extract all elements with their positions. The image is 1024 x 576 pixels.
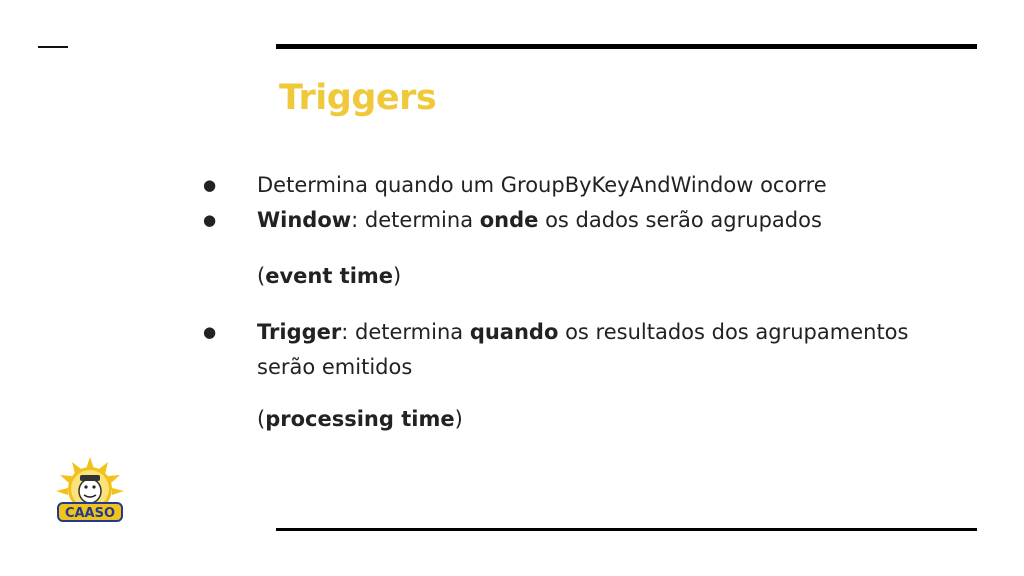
- bullet-emphasis: onde: [479, 208, 539, 232]
- bullet-icon: ●: [203, 323, 217, 341]
- bullet-text: : determina: [341, 320, 470, 344]
- bullet-text: os resultados dos agrupamentos serão emitidos: [257, 320, 909, 379]
- bullet-list: [203, 168, 963, 437]
- bullet-icon: ●: [203, 211, 217, 229]
- note-paren: (: [257, 407, 266, 431]
- bullet-emphasis: quando: [469, 320, 559, 344]
- note-paren: ): [393, 264, 402, 288]
- note-bold: processing time: [265, 407, 455, 431]
- top-rule: [276, 44, 977, 49]
- bullet-label-trigger: Trigger: [257, 320, 342, 344]
- bullet-text: os dados serão agrupados: [538, 208, 822, 232]
- bullet-item-3: [203, 315, 963, 385]
- bullet-text: Determina quando um GroupByKeyAndWindow ocorre: [257, 173, 827, 197]
- note-bold: event time: [265, 264, 394, 288]
- note-paren: (: [257, 264, 266, 288]
- bottom-rule: [276, 528, 977, 531]
- note-paren: ): [454, 407, 463, 431]
- caaso-logo: [54, 455, 126, 527]
- bullet-text: : determina: [351, 208, 480, 232]
- logo-text: CAASO: [64, 506, 116, 521]
- bullet-item-2: [203, 203, 963, 238]
- bullet-item-1: [203, 168, 963, 203]
- bullet-note-processing-time: [203, 402, 963, 437]
- logo-icon: [54, 455, 126, 527]
- bullet-icon: ●: [203, 176, 217, 194]
- slide-title: Triggers: [279, 78, 437, 118]
- bullet-label-window: Window: [257, 208, 352, 232]
- bullet-note-event-time: [203, 259, 963, 294]
- corner-dash: [38, 46, 68, 48]
